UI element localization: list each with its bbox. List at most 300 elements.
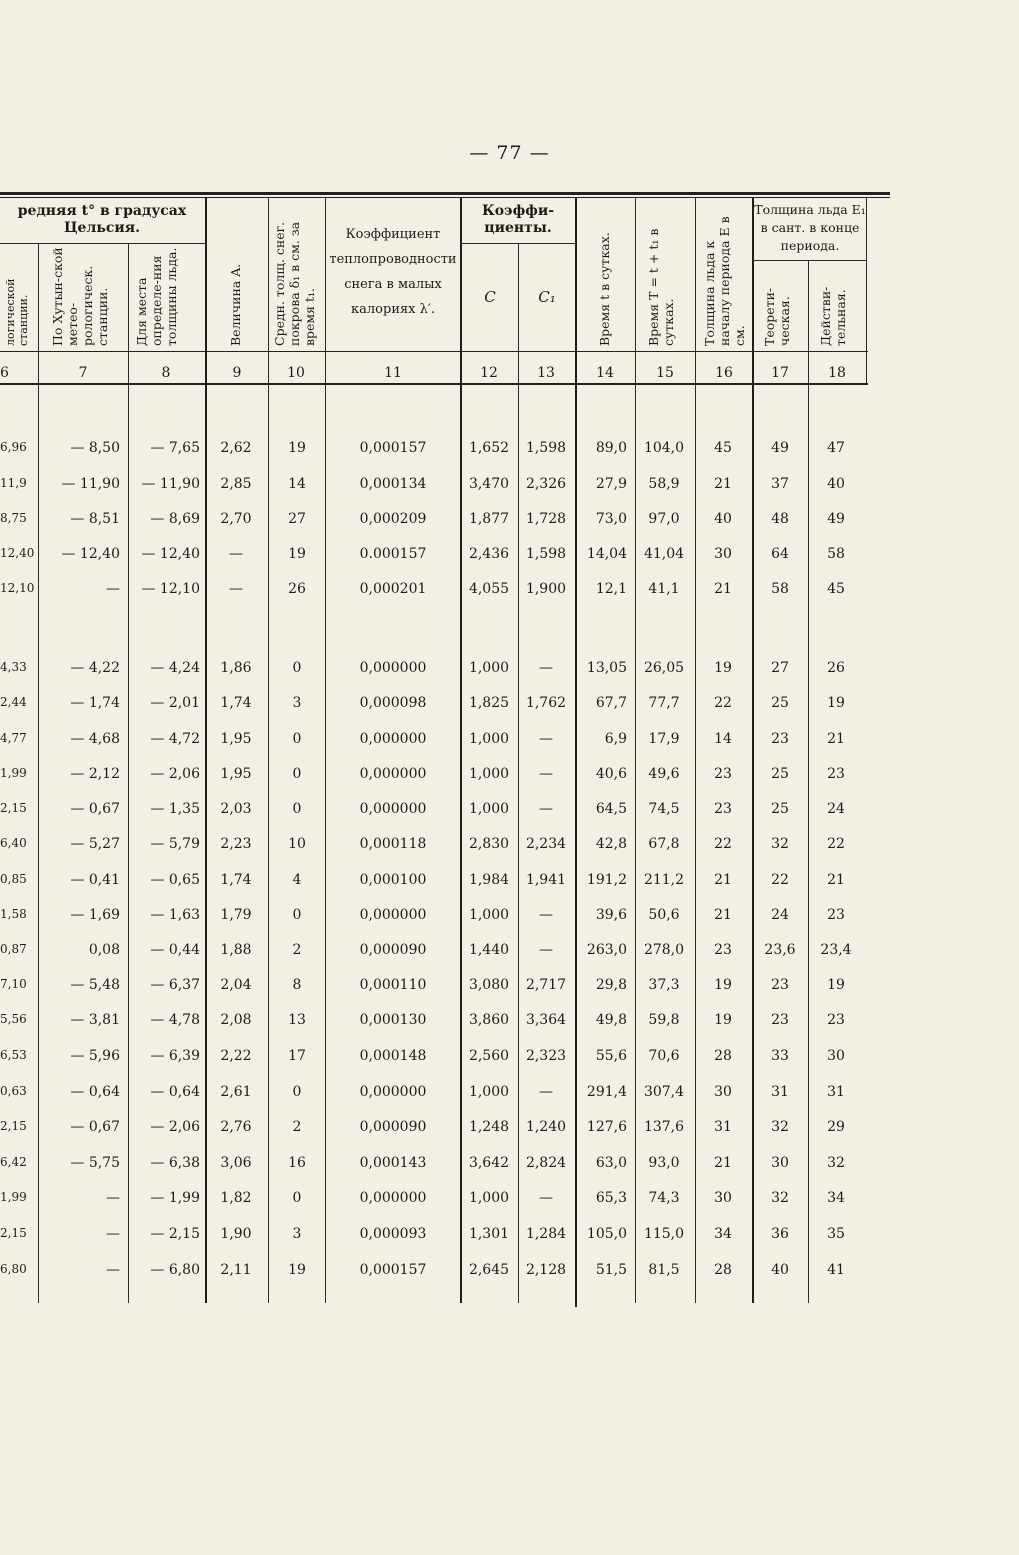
table-cell: 41 (827, 1262, 845, 1278)
table-cell: 1,984 (468, 872, 510, 888)
table-cell: 0 (292, 907, 302, 923)
table-cell: 35 (827, 1226, 845, 1242)
table-cell: 0,000130 (359, 1012, 427, 1028)
table-cell: 0,000093 (359, 1226, 427, 1242)
table-cell: — 1,74 (70, 695, 120, 711)
table-cell: 0,000201 (359, 581, 427, 597)
table-cell: 2,04 (220, 977, 252, 993)
table-cell: — 6,80 (150, 1262, 200, 1278)
table-cell: 28 (714, 1262, 732, 1278)
table-cell: — 0,44 (150, 942, 200, 958)
col-divider (460, 197, 462, 1303)
table-cell: 2,560 (468, 1048, 510, 1064)
col16-header: Толщина льда к началу периода E в см. (702, 216, 747, 346)
table-cell: 19 (827, 977, 845, 993)
table-cell: 0.000157 (359, 546, 427, 562)
table-cell: 2,128 (525, 1262, 567, 1278)
table-cell: 0,000000 (359, 1190, 427, 1206)
table-cell: 36 (771, 1226, 789, 1242)
table-cell: 0,000090 (359, 942, 427, 958)
table-cell: 28 (714, 1048, 732, 1064)
table-cell: 25 (771, 695, 789, 711)
table-cell: 32 (771, 1119, 789, 1135)
table-cell: 0,000209 (359, 511, 427, 527)
table-cell: 7,10 (0, 977, 27, 991)
table-cell: 2,323 (525, 1048, 567, 1064)
table-cell: 70,6 (648, 1048, 680, 1064)
col13-header: C₁ (538, 288, 556, 306)
table-cell: — 5,27 (70, 836, 120, 852)
table-cell: 1,000 (468, 1084, 510, 1100)
table-cell: 0,08 (88, 942, 120, 958)
table-cell: — 12,10 (141, 581, 200, 597)
table-cell: 137,6 (643, 1119, 685, 1135)
table-cell: 42,8 (595, 836, 627, 852)
table-cell: 45 (827, 581, 845, 597)
table-cell: 4,055 (468, 581, 510, 597)
group-header-temperature: редняя t° в градусах Цельсия. (17, 203, 187, 236)
table-cell: 1,728 (525, 511, 567, 527)
table-cell: 13,05 (586, 660, 627, 676)
table-cell: 1,90 (220, 1226, 252, 1242)
col-divider (695, 197, 696, 1303)
table-cell: 2 (292, 1119, 302, 1135)
table-cell: 1,240 (525, 1119, 567, 1135)
table-cell: 23,6 (764, 942, 796, 958)
table-cell: 45 (714, 440, 732, 456)
table-cell: 1,000 (468, 907, 510, 923)
table-cell: 27 (771, 660, 789, 676)
table-cell: 2,44 (0, 695, 27, 709)
table-cell: 12,40 (0, 546, 35, 560)
table-cell: 1,74 (220, 872, 252, 888)
column-number: 9 (232, 365, 242, 381)
table-cell: 105,0 (586, 1226, 627, 1242)
table-cell: 65,3 (595, 1190, 627, 1206)
table-cell: — 12,40 (61, 546, 120, 562)
table-cell: 1,000 (468, 766, 510, 782)
table-cell: 0,000098 (359, 695, 427, 711)
table-cell: 19 (714, 1012, 732, 1028)
table-cell: 58 (827, 546, 845, 562)
table-cell: 49,8 (595, 1012, 627, 1028)
table-cell: 59,8 (648, 1012, 680, 1028)
table-cell: 21 (714, 907, 732, 923)
table-cell: 30 (714, 1084, 732, 1100)
table-cell: 67,8 (648, 836, 680, 852)
table-cell: 37,3 (648, 977, 680, 993)
table-cell: — 0,67 (70, 801, 120, 817)
table-cell: — 5,79 (150, 836, 200, 852)
table-cell: 41,04 (643, 546, 685, 562)
table-cell: 1,000 (468, 1190, 510, 1206)
table-cell: 0 (292, 1084, 302, 1100)
table-cell: 31 (771, 1084, 789, 1100)
table-cell: 93,0 (648, 1155, 680, 1171)
table-cell: 3,642 (468, 1155, 510, 1171)
table-cell: 307,4 (643, 1084, 685, 1100)
table-cell: 40,6 (595, 766, 627, 782)
table-cell: 23 (771, 731, 789, 747)
table-cell: 31 (827, 1084, 845, 1100)
table-cell: 2,830 (468, 836, 510, 852)
table-cell: — (539, 907, 553, 923)
column-number: 12 (480, 365, 498, 381)
table-cell: 34 (714, 1226, 732, 1242)
table-cell: 16 (288, 1155, 306, 1171)
col-divider (635, 197, 636, 1303)
table-cell: 48 (771, 511, 789, 527)
table-cell: 0,000000 (359, 1084, 427, 1100)
column-number-rule (0, 383, 868, 385)
table-cell: 14,04 (586, 546, 627, 562)
table-cell: — 4,22 (70, 660, 120, 676)
table-cell: 2,70 (220, 511, 252, 527)
table-cell: 1,825 (468, 695, 510, 711)
table-cell: — 4,24 (150, 660, 200, 676)
table-cell: 1,248 (468, 1119, 510, 1135)
table-cell: 1,99 (0, 766, 27, 780)
table-cell: — 2,12 (70, 766, 120, 782)
table-cell: 4,77 (0, 731, 27, 745)
table-cell: — (539, 731, 553, 747)
table-cell: 6,80 (0, 1262, 27, 1276)
table-cell: 97,0 (648, 511, 680, 527)
table-cell: 3 (292, 1226, 302, 1242)
col-divider (808, 260, 809, 1303)
table-cell: 0,000000 (359, 660, 427, 676)
table-cell: — 0,64 (150, 1084, 200, 1100)
table-cell: 0 (292, 731, 302, 747)
table-cell: 0,000090 (359, 1119, 427, 1135)
column-number: 11 (384, 365, 402, 381)
col10-header: Средн. толщ. снег. покрова δ₁ в см. за время t₁. (272, 221, 317, 346)
group-rule-ice (752, 260, 866, 261)
column-number: 14 (596, 365, 614, 381)
table-cell: 32 (771, 836, 789, 852)
column-number: 10 (287, 365, 305, 381)
table-cell: 0 (292, 766, 302, 782)
table-cell: — 1,99 (150, 1190, 200, 1206)
table-cell: — 1,35 (150, 801, 200, 817)
table-cell: 12,10 (0, 581, 35, 595)
group-header-coefficients: Коэффи-циенты. (481, 203, 555, 236)
table-cell: — (539, 766, 553, 782)
table-cell: — 5,48 (70, 977, 120, 993)
table-cell: 49,6 (648, 766, 680, 782)
table-cell: 21 (827, 731, 845, 747)
col-divider (205, 197, 207, 1303)
table-cell: 2,234 (525, 836, 567, 852)
table-cell: — 3,81 (70, 1012, 120, 1028)
table-cell: 32 (771, 1190, 789, 1206)
table-cell: 29,8 (595, 977, 627, 993)
table-cell: 1,82 (220, 1190, 252, 1206)
table-cell: 3,364 (525, 1012, 567, 1028)
table-cell: 21 (714, 581, 732, 597)
table-cell: — 11,90 (61, 476, 120, 492)
table-cell: 1,762 (525, 695, 567, 711)
table-cell: 0,000134 (359, 476, 427, 492)
table-cell: 26 (288, 581, 306, 597)
table-cell: 1,598 (525, 440, 567, 456)
table-cell: 0,000157 (359, 440, 427, 456)
table-cell: 23 (827, 766, 845, 782)
table-cell: 21 (714, 476, 732, 492)
table-cell: 0,000000 (359, 907, 427, 923)
table-cell: 19 (288, 1262, 306, 1278)
table-cell: 6,53 (0, 1048, 27, 1062)
table-cell: 19 (288, 440, 306, 456)
table-cell: 6,40 (0, 836, 27, 850)
group-rule-coef (460, 243, 575, 244)
table-cell: 278,0 (643, 942, 685, 958)
table-cell: 27,9 (595, 476, 627, 492)
table-cell: 1,652 (468, 440, 510, 456)
table-cell: 0,000157 (359, 1262, 427, 1278)
table-cell: 81,5 (648, 1262, 680, 1278)
table-cell: 1,000 (468, 801, 510, 817)
table-cell: 2,824 (525, 1155, 567, 1171)
column-number: 8 (161, 365, 171, 381)
col-divider (325, 197, 326, 1303)
table-cell: 1,88 (220, 942, 252, 958)
table-cell: — (539, 1190, 553, 1206)
col14-header: Время t в сутках. (597, 232, 612, 346)
col15-header: Время T = t + t₁ в сутках. (646, 228, 676, 346)
table-cell: 24 (771, 907, 789, 923)
table-cell: 2,717 (525, 977, 567, 993)
table-cell: 21 (714, 872, 732, 888)
table-cell: 19 (827, 695, 845, 711)
table-cell: 19 (714, 660, 732, 676)
table-cell: 14 (714, 731, 732, 747)
table-cell: — 0,67 (70, 1119, 120, 1135)
table-cell: 41,1 (648, 581, 680, 597)
table-cell: 73,0 (595, 511, 627, 527)
table-cell: 0,000118 (359, 836, 427, 852)
table-cell: 2,15 (0, 1119, 27, 1133)
table-cell: — 8,69 (150, 511, 200, 527)
table-cell: 1,74 (220, 695, 252, 711)
col17-header: Теорети-ческая. (762, 287, 792, 346)
col12-header: C (484, 288, 496, 306)
table-cell: 2,85 (220, 476, 252, 492)
table-cell: 4 (292, 872, 302, 888)
table-cell: — 0,41 (70, 872, 120, 888)
table-cell: 6,96 (0, 440, 27, 454)
table-cell: — 4,68 (70, 731, 120, 747)
col-divider (518, 243, 519, 1303)
table-cell: 2,61 (220, 1084, 252, 1100)
table-cell: 89,0 (595, 440, 627, 456)
table-cell: 67,7 (595, 695, 627, 711)
table-cell: 39,6 (595, 907, 627, 923)
table-cell: 23 (771, 977, 789, 993)
table-cell: 0,000000 (359, 766, 427, 782)
table-cell: 30 (771, 1155, 789, 1171)
table-cell: 51,5 (595, 1262, 627, 1278)
column-number: 17 (771, 365, 789, 381)
table-cell: 3,06 (220, 1155, 252, 1171)
table-cell: 1,79 (220, 907, 252, 923)
table-cell: 1,440 (468, 942, 510, 958)
table-cell: — 5,75 (70, 1155, 120, 1171)
table-cell: 23 (714, 942, 732, 958)
table-cell: 14 (288, 476, 306, 492)
column-number: 7 (78, 365, 88, 381)
table-cell: 2,436 (468, 546, 510, 562)
table-cell: 30 (827, 1048, 845, 1064)
table-cell: 1,900 (525, 581, 567, 597)
table-cell: — (539, 660, 553, 676)
table-cell: 115,0 (643, 1226, 685, 1242)
col8-header: Для места определе-ния толщины льда. (134, 247, 179, 346)
table-cell: — 12,40 (141, 546, 200, 562)
table-cell: 49 (827, 511, 845, 527)
table-cell: 0,000100 (359, 872, 427, 888)
table-cell: 191,2 (586, 872, 627, 888)
table-cell: 47 (827, 440, 845, 456)
table-cell: 3 (292, 695, 302, 711)
table-cell: — 7,65 (150, 440, 200, 456)
table-cell: 21 (827, 872, 845, 888)
table-top-rule (0, 192, 890, 195)
table-cell: 25 (771, 766, 789, 782)
table-cell: 4,33 (0, 660, 27, 674)
table-cell: — 6,38 (150, 1155, 200, 1171)
table-cell: — (229, 546, 243, 562)
table-cell: 40 (714, 511, 732, 527)
table-cell: 64,5 (595, 801, 627, 817)
table-cell: 1,284 (525, 1226, 567, 1242)
table-cell: 26 (827, 660, 845, 676)
table-cell: 0,000148 (359, 1048, 427, 1064)
table-cell: 2,15 (0, 1226, 27, 1240)
table-cell: 49 (771, 440, 789, 456)
table-cell: 3,860 (468, 1012, 510, 1028)
table-cell: — 1,69 (70, 907, 120, 923)
table-cell: 24 (827, 801, 845, 817)
table-cell: — 11,90 (141, 476, 200, 492)
table-cell: 23 (771, 1012, 789, 1028)
col-divider (268, 197, 269, 1303)
table-cell: 34 (827, 1190, 845, 1206)
table-cell: — 6,39 (150, 1048, 200, 1064)
table-cell: 12,1 (595, 581, 627, 597)
table-cell: 77,7 (648, 695, 680, 711)
table-cell: 74,3 (648, 1190, 680, 1206)
table-cell: 26,05 (643, 660, 685, 676)
table-cell: 211,2 (643, 872, 685, 888)
table-cell: 0 (292, 660, 302, 676)
table-cell: 2,23 (220, 836, 252, 852)
table-cell: 50,6 (648, 907, 680, 923)
table-cell: 5,56 (0, 1012, 27, 1026)
table-cell: 0,000143 (359, 1155, 427, 1171)
table-cell: 64 (771, 546, 789, 562)
table-cell: — (106, 1262, 120, 1278)
table-cell: 40 (827, 476, 845, 492)
table-cell: 6,42 (0, 1155, 27, 1169)
table-cell: 0,87 (0, 942, 27, 956)
col-divider (38, 243, 39, 1303)
table-cell: — (229, 581, 243, 597)
table-cell: 23 (827, 1012, 845, 1028)
col11-header: Коэффициент теплопроводности снега в малых калориях λ′. (329, 227, 457, 317)
table-cell: 2,645 (468, 1262, 510, 1278)
table-cell: 1,95 (220, 766, 252, 782)
table-cell: 6,9 (604, 731, 627, 747)
table-cell: 10 (288, 836, 306, 852)
group-rule-temp (0, 243, 205, 244)
table-cell: — 8,51 (70, 511, 120, 527)
page-number: — 77 — (469, 142, 550, 164)
table-cell: 58,9 (648, 476, 680, 492)
table-cell: 1,301 (468, 1226, 510, 1242)
table-cell: — 1,63 (150, 907, 200, 923)
column-number: 18 (828, 365, 846, 381)
column-number: 16 (715, 365, 733, 381)
col9-header: Величина A. (228, 263, 243, 346)
col-divider (128, 243, 129, 1303)
table-cell: — 5,96 (70, 1048, 120, 1064)
table-cell: — 6,37 (150, 977, 200, 993)
table-cell: 25 (771, 801, 789, 817)
table-cell: — (539, 942, 553, 958)
table-cell: — 2,06 (150, 1119, 200, 1135)
table-cell: 2 (292, 942, 302, 958)
table-cell: 104,0 (643, 440, 685, 456)
group-header-ice-thickness: Толщина льда E₁ в сант. в конце периода. (754, 202, 866, 253)
table-cell: 0 (292, 1190, 302, 1206)
col7-header: По Хутын-ской метео-рологическ. станции. (50, 247, 110, 346)
table-cell: 11,9 (0, 476, 27, 490)
table-cell: 0,000000 (359, 801, 427, 817)
table-cell: 1,598 (525, 546, 567, 562)
table-cell: 2,11 (220, 1262, 252, 1278)
table-cell: 0 (292, 801, 302, 817)
table-cell: 1,941 (525, 872, 567, 888)
table-cell: — (106, 1190, 120, 1206)
table-cell: — 0,65 (150, 872, 200, 888)
col-divider (752, 197, 754, 1303)
table-cell: 23,4 (820, 942, 852, 958)
table-cell: 2,62 (220, 440, 252, 456)
table-cell: 2,22 (220, 1048, 252, 1064)
table-cell: 23 (714, 766, 732, 782)
table-cell: 2,76 (220, 1119, 252, 1135)
table-cell: 21 (714, 1155, 732, 1171)
table-cell: 1,58 (0, 907, 27, 921)
table-cell: 27 (288, 511, 306, 527)
col-divider (575, 197, 577, 1307)
table-cell: 17 (288, 1048, 306, 1064)
table-cell: 8,75 (0, 511, 27, 525)
table-cell: — 8,50 (70, 440, 120, 456)
col-divider (866, 197, 867, 383)
table-cell: — 2,15 (150, 1226, 200, 1242)
table-cell: 1,99 (0, 1190, 27, 1204)
table-cell: 17,9 (648, 731, 680, 747)
col18-header: Действи-тельная. (818, 286, 848, 346)
table-cell: 55,6 (595, 1048, 627, 1064)
table-cell: 37 (771, 476, 789, 492)
table-cell: 58 (771, 581, 789, 597)
column-number: 15 (656, 365, 674, 381)
table-cell: — (539, 801, 553, 817)
table-cell: 291,4 (586, 1084, 627, 1100)
